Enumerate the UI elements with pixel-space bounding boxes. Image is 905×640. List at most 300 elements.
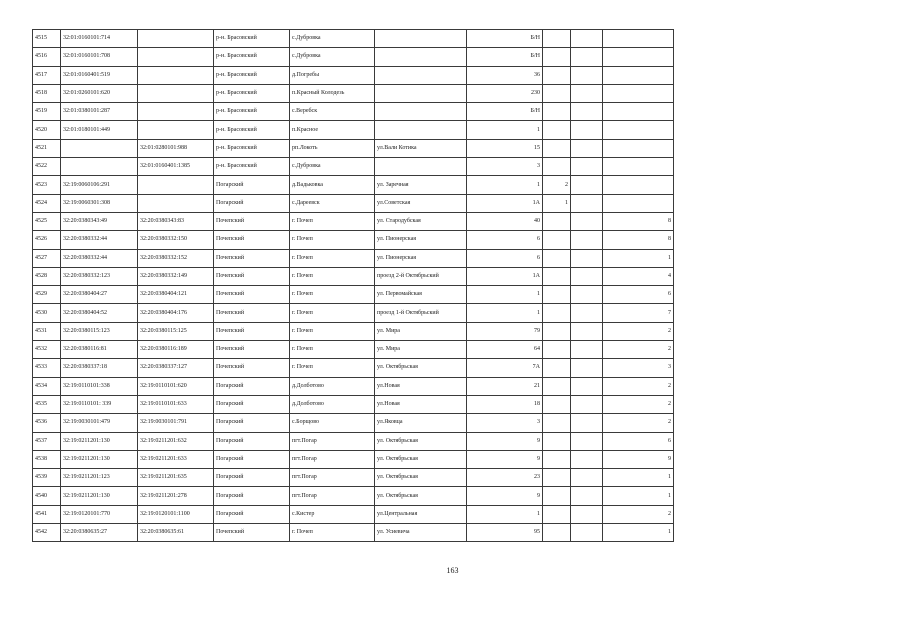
district-cell: Погарский <box>214 395 290 413</box>
house-number-cell: 18 <box>467 395 543 413</box>
apartment-cell: 8 <box>603 212 674 230</box>
street-cell <box>375 121 467 139</box>
cadastral-number-cell: 32:20:0380635:27 <box>61 524 138 542</box>
building-cell <box>543 48 571 66</box>
building-cadastral-number-cell: 32:19:0030101:791 <box>138 414 214 432</box>
district-cell: Почепский <box>214 359 290 377</box>
block-cell <box>571 103 603 121</box>
house-number-cell: 79 <box>467 322 543 340</box>
house-number-cell: 1 <box>467 505 543 523</box>
apartment-cell: 6 <box>603 432 674 450</box>
row-index-cell: 4535 <box>33 395 61 413</box>
district-cell: Погарский <box>214 176 290 194</box>
building-cell <box>543 395 571 413</box>
building-cell <box>543 103 571 121</box>
block-cell <box>571 414 603 432</box>
house-number-cell: 1 <box>467 176 543 194</box>
street-cell: ул.Советская <box>375 194 467 212</box>
house-number-cell: 1 <box>467 304 543 322</box>
settlement-cell: пгт.Погар <box>290 469 375 487</box>
building-cadastral-number-cell: 32:20:0380332:150 <box>138 231 214 249</box>
district-cell: р-н. Брасовский <box>214 48 290 66</box>
block-cell <box>571 231 603 249</box>
apartment-cell <box>603 84 674 102</box>
block-cell <box>571 395 603 413</box>
building-cell <box>543 487 571 505</box>
block-cell <box>571 30 603 48</box>
cadastral-number-cell: 32:20:0380337:18 <box>61 359 138 377</box>
table-row <box>33 286 674 304</box>
settlement-cell: рп.Локоть <box>290 139 375 157</box>
table-row <box>33 322 674 340</box>
building-cell <box>543 231 571 249</box>
building-cadastral-number-cell <box>138 121 214 139</box>
street-cell <box>375 48 467 66</box>
block-cell <box>571 66 603 84</box>
building-cell <box>543 139 571 157</box>
building-cell <box>543 212 571 230</box>
house-number-cell: 95 <box>467 524 543 542</box>
table-row <box>33 450 674 468</box>
property-registry-table <box>32 29 674 542</box>
cadastral-number-cell: 32:19:0211201:130 <box>61 450 138 468</box>
building-cell <box>543 30 571 48</box>
cadastral-number-cell: 32:20:0380404:52 <box>61 304 138 322</box>
settlement-cell: с.Дубровка <box>290 48 375 66</box>
block-cell <box>571 139 603 157</box>
apartment-cell <box>603 176 674 194</box>
table-row <box>33 505 674 523</box>
building-cell <box>543 469 571 487</box>
settlement-cell: с.Дареевск <box>290 194 375 212</box>
building-cadastral-number-cell: 32:20:0380332:152 <box>138 249 214 267</box>
street-cell: ул. Октябрьская <box>375 450 467 468</box>
district-cell: Погарский <box>214 505 290 523</box>
table-row <box>33 103 674 121</box>
apartment-cell <box>603 48 674 66</box>
street-cell: ул. Усиевича <box>375 524 467 542</box>
district-cell: р-н. Брасовский <box>214 103 290 121</box>
block-cell <box>571 158 603 176</box>
row-index-cell: 4539 <box>33 469 61 487</box>
district-cell: Почепский <box>214 212 290 230</box>
building-cell <box>543 84 571 102</box>
building-cell <box>543 432 571 450</box>
building-cadastral-number-cell: 32:20:0380635:61 <box>138 524 214 542</box>
house-number-cell: 23 <box>467 469 543 487</box>
apartment-cell: 2 <box>603 341 674 359</box>
apartment-cell: 3 <box>603 359 674 377</box>
house-number-cell: 7А <box>467 359 543 377</box>
block-cell <box>571 505 603 523</box>
building-cadastral-number-cell: 32:20:0380404:121 <box>138 286 214 304</box>
row-index-cell: 4518 <box>33 84 61 102</box>
house-number-cell: 6 <box>467 249 543 267</box>
apartment-cell: 1 <box>603 487 674 505</box>
table-row <box>33 212 674 230</box>
settlement-cell: пгт.Погар <box>290 432 375 450</box>
table-row <box>33 432 674 450</box>
settlement-cell: г. Почеп <box>290 524 375 542</box>
street-cell: ул.Центральная <box>375 505 467 523</box>
block-cell <box>571 304 603 322</box>
street-cell: ул.Новая <box>375 377 467 395</box>
cadastral-number-cell: 32:20:0380332:123 <box>61 267 138 285</box>
table-row <box>33 139 674 157</box>
settlement-cell: п.Красный Колодезь <box>290 84 375 102</box>
table-row <box>33 341 674 359</box>
apartment-cell <box>603 103 674 121</box>
table-row <box>33 359 674 377</box>
block-cell <box>571 194 603 212</box>
building-cell <box>543 286 571 304</box>
building-cell <box>543 377 571 395</box>
block-cell <box>571 524 603 542</box>
settlement-cell: с.Дубровка <box>290 30 375 48</box>
settlement-cell: г. Почеп <box>290 249 375 267</box>
block-cell <box>571 48 603 66</box>
row-index-cell: 4540 <box>33 487 61 505</box>
building-cadastral-number-cell: 32:20:0380337:127 <box>138 359 214 377</box>
block-cell <box>571 469 603 487</box>
street-cell: ул. Мира <box>375 322 467 340</box>
building-cadastral-number-cell <box>138 194 214 212</box>
settlement-cell: г. Почеп <box>290 212 375 230</box>
row-index-cell: 4536 <box>33 414 61 432</box>
table-row <box>33 267 674 285</box>
row-index-cell: 4533 <box>33 359 61 377</box>
settlement-cell: г. Почеп <box>290 286 375 304</box>
table-row <box>33 231 674 249</box>
row-index-cell: 4538 <box>33 450 61 468</box>
house-number-cell: 1 <box>467 286 543 304</box>
block-cell <box>571 176 603 194</box>
settlement-cell: с.Кистер <box>290 505 375 523</box>
building-cell <box>543 267 571 285</box>
row-index-cell: 4523 <box>33 176 61 194</box>
building-cadastral-number-cell: 32:20:0380343:83 <box>138 212 214 230</box>
district-cell: р-н. Брасовский <box>214 84 290 102</box>
house-number-cell: 9 <box>467 432 543 450</box>
house-number-cell: 9 <box>467 487 543 505</box>
apartment-cell: 7 <box>603 304 674 322</box>
apartment-cell: 2 <box>603 322 674 340</box>
table-row <box>33 414 674 432</box>
street-cell <box>375 30 467 48</box>
apartment-cell: 1 <box>603 524 674 542</box>
apartment-cell: 9 <box>603 450 674 468</box>
building-cadastral-number-cell: 32:20:0380404:176 <box>138 304 214 322</box>
house-number-cell: 1А <box>467 194 543 212</box>
building-cell <box>543 121 571 139</box>
building-cell <box>543 524 571 542</box>
row-index-cell: 4529 <box>33 286 61 304</box>
table-row <box>33 30 674 48</box>
district-cell: Погарский <box>214 432 290 450</box>
street-cell: ул. Пионерская <box>375 249 467 267</box>
building-cadastral-number-cell: 32:19:0110101:620 <box>138 377 214 395</box>
building-cell <box>543 359 571 377</box>
cadastral-number-cell: 32:01:0260101:620 <box>61 84 138 102</box>
district-cell: р-н. Брасовский <box>214 30 290 48</box>
cadastral-number-cell: 32:19:0060106:291 <box>61 176 138 194</box>
cadastral-number-cell: 32:19:0120101:770 <box>61 505 138 523</box>
district-cell: Погарский <box>214 450 290 468</box>
block-cell <box>571 286 603 304</box>
building-cadastral-number-cell: 32:20:0380115:125 <box>138 322 214 340</box>
district-cell: р-н. Брасовский <box>214 121 290 139</box>
street-cell: ул. Первомайская <box>375 286 467 304</box>
settlement-cell: пгт.Погар <box>290 487 375 505</box>
building-cadastral-number-cell <box>138 66 214 84</box>
apartment-cell <box>603 30 674 48</box>
district-cell: р-н. Брасовский <box>214 66 290 84</box>
district-cell: Погарский <box>214 377 290 395</box>
street-cell: ул. Стародубская <box>375 212 467 230</box>
cadastral-number-cell: 32:19:0211201:130 <box>61 487 138 505</box>
registry-table-body <box>33 30 674 542</box>
apartment-cell: 4 <box>603 267 674 285</box>
row-index-cell: 4522 <box>33 158 61 176</box>
settlement-cell: г. Почеп <box>290 267 375 285</box>
building-cell: 2 <box>543 176 571 194</box>
house-number-cell: Б/Н <box>467 48 543 66</box>
block-cell <box>571 359 603 377</box>
apartment-cell: 2 <box>603 505 674 523</box>
district-cell: р-н. Брасовский <box>214 158 290 176</box>
apartment-cell <box>603 194 674 212</box>
table-row <box>33 524 674 542</box>
block-cell <box>571 267 603 285</box>
settlement-cell: г. Почеп <box>290 322 375 340</box>
settlement-cell: с.Дубровка <box>290 158 375 176</box>
cadastral-number-cell: 32:01:0160101:708 <box>61 48 138 66</box>
table-row <box>33 377 674 395</box>
apartment-cell <box>603 66 674 84</box>
settlement-cell: д.Вадьковка <box>290 176 375 194</box>
house-number-cell: 36 <box>467 66 543 84</box>
street-cell <box>375 84 467 102</box>
row-index-cell: 4537 <box>33 432 61 450</box>
cadastral-number-cell: 32:20:0380115:123 <box>61 322 138 340</box>
building-cadastral-number-cell: 32:19:0110101:633 <box>138 395 214 413</box>
street-cell: ул.Яковца <box>375 414 467 432</box>
cadastral-number-cell: 32:20:0380332:44 <box>61 249 138 267</box>
building-cell <box>543 304 571 322</box>
district-cell: Почепский <box>214 322 290 340</box>
row-index-cell: 4526 <box>33 231 61 249</box>
building-cell <box>543 249 571 267</box>
row-index-cell: 4524 <box>33 194 61 212</box>
apartment-cell <box>603 121 674 139</box>
cadastral-number-cell: 32:01:0160401:519 <box>61 66 138 84</box>
row-index-cell: 4534 <box>33 377 61 395</box>
row-index-cell: 4520 <box>33 121 61 139</box>
row-index-cell: 4525 <box>33 212 61 230</box>
building-cell <box>543 322 571 340</box>
district-cell: Почепский <box>214 286 290 304</box>
table-row <box>33 469 674 487</box>
building-cadastral-number-cell <box>138 30 214 48</box>
house-number-cell: 9 <box>467 450 543 468</box>
row-index-cell: 4521 <box>33 139 61 157</box>
page-number: 163 <box>446 566 459 575</box>
house-number-cell: 3 <box>467 414 543 432</box>
district-cell: Почепский <box>214 304 290 322</box>
street-cell: ул. Октябрьская <box>375 487 467 505</box>
settlement-cell: пгт.Погар <box>290 450 375 468</box>
district-cell: Почепский <box>214 524 290 542</box>
cadastral-number-cell: 32:20:0380332:44 <box>61 231 138 249</box>
cadastral-number-cell: 32:19:0211201:123 <box>61 469 138 487</box>
cadastral-number-cell: 32:19:0211201:130 <box>61 432 138 450</box>
block-cell <box>571 377 603 395</box>
street-cell: проезд 2-й Октябрьский <box>375 267 467 285</box>
house-number-cell: Б/Н <box>467 30 543 48</box>
apartment-cell: 2 <box>603 377 674 395</box>
block-cell <box>571 212 603 230</box>
row-index-cell: 4517 <box>33 66 61 84</box>
row-index-cell: 4541 <box>33 505 61 523</box>
house-number-cell: 1А <box>467 267 543 285</box>
building-cell: 1 <box>543 194 571 212</box>
building-cadastral-number-cell <box>138 103 214 121</box>
block-cell <box>571 84 603 102</box>
table-row <box>33 48 674 66</box>
row-index-cell: 4528 <box>33 267 61 285</box>
block-cell <box>571 249 603 267</box>
row-index-cell: 4532 <box>33 341 61 359</box>
street-cell: проезд 1-й Октябрьский <box>375 304 467 322</box>
district-cell: Почепский <box>214 249 290 267</box>
row-index-cell: 4527 <box>33 249 61 267</box>
table-row <box>33 304 674 322</box>
row-index-cell: 4516 <box>33 48 61 66</box>
building-cadastral-number-cell: 32:19:0211201:633 <box>138 450 214 468</box>
table-row <box>33 487 674 505</box>
settlement-cell: г. Почеп <box>290 231 375 249</box>
block-cell <box>571 450 603 468</box>
cadastral-number-cell: 32:01:0160101:714 <box>61 30 138 48</box>
building-cadastral-number-cell: 32:19:0120101:1100 <box>138 505 214 523</box>
block-cell <box>571 322 603 340</box>
house-number-cell: 3 <box>467 158 543 176</box>
house-number-cell: Б/Н <box>467 103 543 121</box>
district-cell: Погарский <box>214 414 290 432</box>
district-cell: Погарский <box>214 469 290 487</box>
table-row <box>33 121 674 139</box>
building-cadastral-number-cell <box>138 84 214 102</box>
settlement-cell: г. Почеп <box>290 341 375 359</box>
settlement-cell: п.Красное <box>290 121 375 139</box>
cadastral-number-cell: 32:01:0180101:449 <box>61 121 138 139</box>
building-cell <box>543 414 571 432</box>
district-cell: Погарский <box>214 194 290 212</box>
building-cadastral-number-cell: 32:19:0211201:632 <box>138 432 214 450</box>
apartment-cell: 6 <box>603 286 674 304</box>
district-cell: Погарский <box>214 487 290 505</box>
settlement-cell: г. Почеп <box>290 304 375 322</box>
house-number-cell: 230 <box>467 84 543 102</box>
cadastral-number-cell: 32:19:0110101:338 <box>61 377 138 395</box>
district-cell: Почепский <box>214 341 290 359</box>
house-number-cell: 64 <box>467 341 543 359</box>
street-cell: ул. Октябрьская <box>375 432 467 450</box>
table-row <box>33 158 674 176</box>
street-cell <box>375 66 467 84</box>
street-cell: ул.Вали Котика <box>375 139 467 157</box>
building-cadastral-number-cell: 32:01:0160401:1385 <box>138 158 214 176</box>
row-index-cell: 4515 <box>33 30 61 48</box>
building-cadastral-number-cell: 32:20:0380116:189 <box>138 341 214 359</box>
row-index-cell: 4530 <box>33 304 61 322</box>
building-cadastral-number-cell <box>138 48 214 66</box>
building-cadastral-number-cell: 32:01:0280101:988 <box>138 139 214 157</box>
apartment-cell <box>603 158 674 176</box>
house-number-cell: 1 <box>467 121 543 139</box>
table-row <box>33 66 674 84</box>
table-row <box>33 176 674 194</box>
cadastral-number-cell: 32:19:0030101:479 <box>61 414 138 432</box>
settlement-cell: д.Долботово <box>290 377 375 395</box>
cadastral-number-cell <box>61 158 138 176</box>
building-cadastral-number-cell <box>138 176 214 194</box>
house-number-cell: 21 <box>467 377 543 395</box>
cadastral-number-cell <box>61 139 138 157</box>
cadastral-number-cell: 32:20:0380116:81 <box>61 341 138 359</box>
street-cell: ул. Заречная <box>375 176 467 194</box>
settlement-cell: с.Веребск <box>290 103 375 121</box>
street-cell <box>375 158 467 176</box>
street-cell: ул. Октябрьская <box>375 359 467 377</box>
building-cell <box>543 66 571 84</box>
building-cadastral-number-cell: 32:20:0380332:149 <box>138 267 214 285</box>
settlement-cell: д.Долботово <box>290 395 375 413</box>
table-row <box>33 249 674 267</box>
street-cell <box>375 103 467 121</box>
house-number-cell: 15 <box>467 139 543 157</box>
building-cell <box>543 158 571 176</box>
row-index-cell: 4531 <box>33 322 61 340</box>
settlement-cell: д.Погребы <box>290 66 375 84</box>
building-cell <box>543 505 571 523</box>
block-cell <box>571 487 603 505</box>
cadastral-number-cell: 32:20:0380343:49 <box>61 212 138 230</box>
table-row <box>33 395 674 413</box>
building-cell <box>543 341 571 359</box>
street-cell: ул. Мира <box>375 341 467 359</box>
house-number-cell: 6 <box>467 231 543 249</box>
street-cell: ул. Пионерская <box>375 231 467 249</box>
house-number-cell: 40 <box>467 212 543 230</box>
settlement-cell: г. Почеп <box>290 359 375 377</box>
cadastral-number-cell: 32:19:0060301:308 <box>61 194 138 212</box>
row-index-cell: 4519 <box>33 103 61 121</box>
building-cadastral-number-cell: 32:19:0211201:278 <box>138 487 214 505</box>
apartment-cell: 2 <box>603 414 674 432</box>
settlement-cell: с.Борщово <box>290 414 375 432</box>
block-cell <box>571 121 603 139</box>
apartment-cell: 2 <box>603 395 674 413</box>
street-cell: ул.Новая <box>375 395 467 413</box>
apartment-cell: 8 <box>603 231 674 249</box>
district-cell: р-н. Брасовский <box>214 139 290 157</box>
table-row <box>33 194 674 212</box>
building-cadastral-number-cell: 32:19:0211201:635 <box>138 469 214 487</box>
cadastral-number-cell: 32:20:0380404:27 <box>61 286 138 304</box>
table-row <box>33 84 674 102</box>
district-cell: Почепский <box>214 231 290 249</box>
